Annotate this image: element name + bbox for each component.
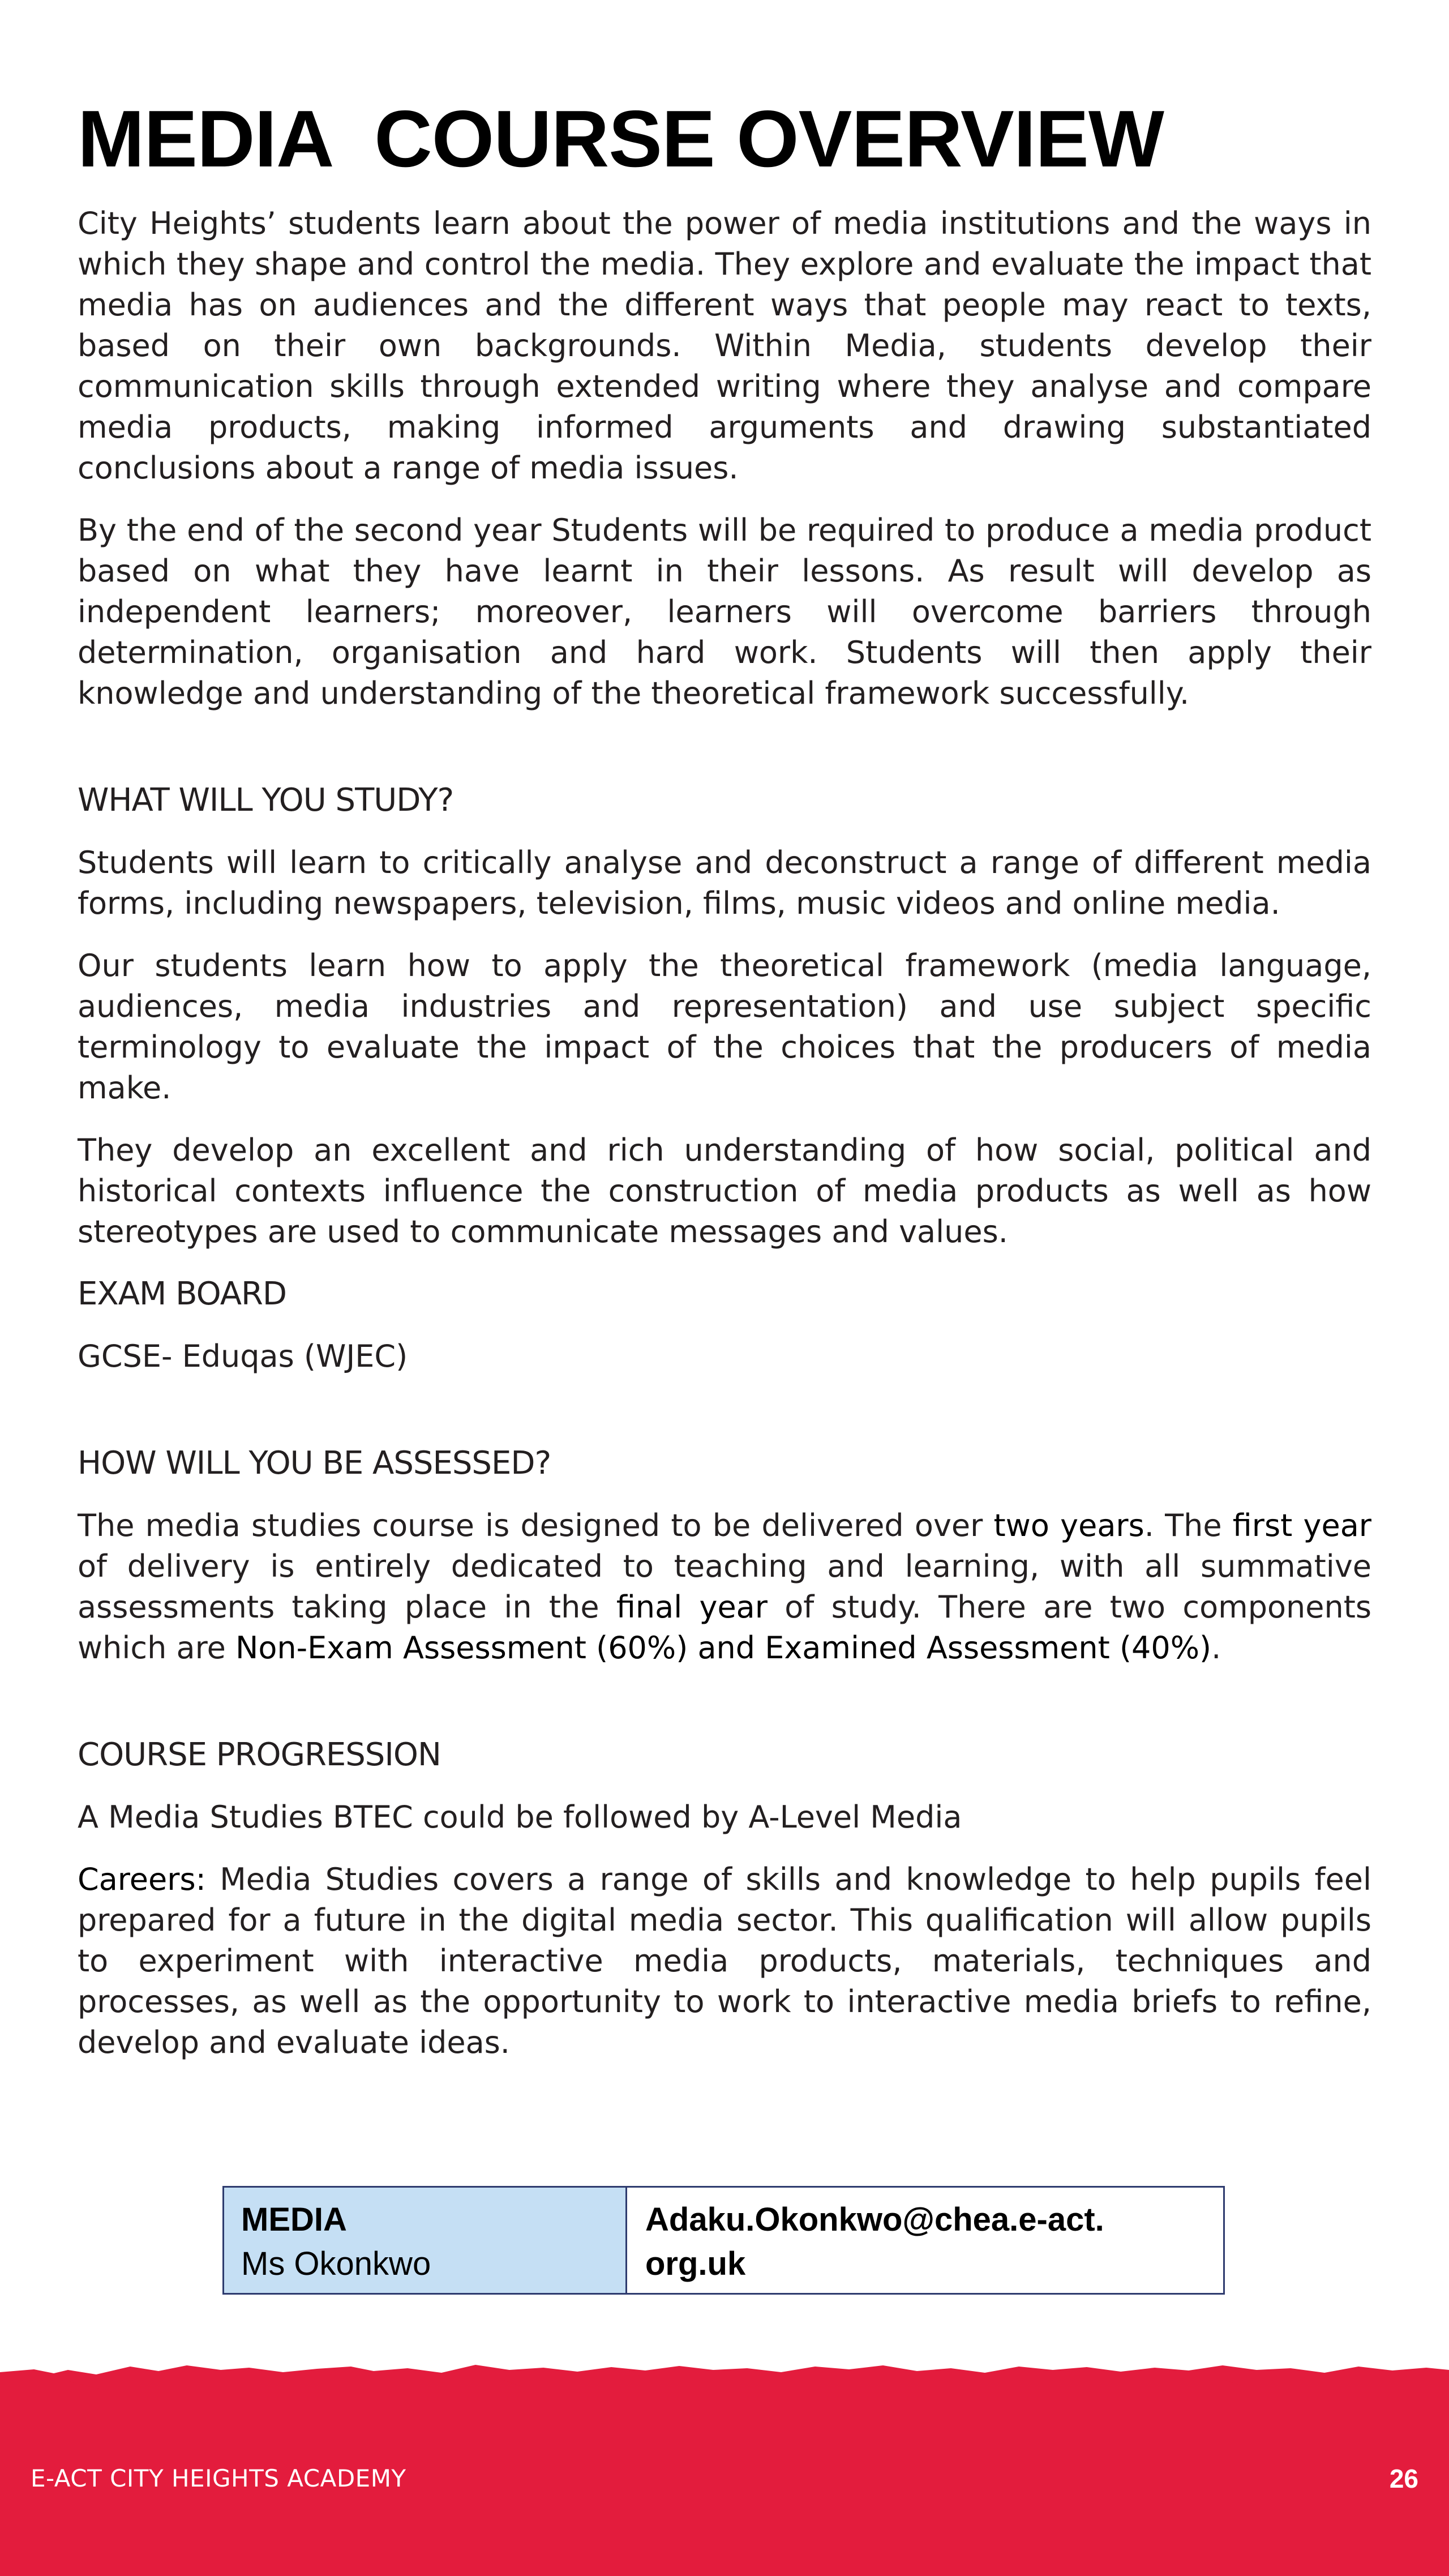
study-heading: WHAT WILL YOU STUDY? bbox=[78, 782, 454, 819]
footer-band bbox=[0, 2350, 1449, 2576]
progression-heading: COURSE PROGRESSION bbox=[78, 1736, 441, 1773]
exam-board-heading: EXAM BOARD bbox=[78, 1276, 287, 1312]
assessment-highlight-components: Non-Exam Assessment (60%) and Examined Assessment (40%) bbox=[235, 1630, 1212, 1666]
contact-email-link[interactable]: Adaku.Okonkwo@chea.e-act.org.uk bbox=[645, 2201, 1104, 2282]
progression-line: A Media Studies BTEC could be followed by A-Level Media bbox=[78, 1799, 962, 1835]
assessment-text-2: . The bbox=[1144, 1508, 1233, 1543]
exam-board-value: GCSE- Eduqas (WJEC) bbox=[78, 1338, 408, 1374]
contact-email-cell bbox=[627, 2188, 1223, 2293]
torn-paper-edge bbox=[0, 2350, 1449, 2576]
assessment-heading: HOW WILL YOU BE ASSESSED? bbox=[78, 1445, 551, 1482]
footer-school-name: E-ACT CITY HEIGHTS ACADEMY bbox=[31, 2464, 406, 2492]
contact-table bbox=[222, 2186, 1225, 2295]
assessment-highlight-final-year: final year bbox=[616, 1589, 768, 1625]
assessment-highlight-two-years: two years bbox=[993, 1508, 1144, 1543]
assessment-text-1: The media studies course is designed to be delivered over bbox=[78, 1508, 994, 1543]
assessment-paragraph bbox=[78, 1505, 1371, 1668]
page-content bbox=[78, 94, 1372, 2085]
study-paragraph-3: They develop an excellent and rich understanding of how social, political and historical contexts influence the construction of media products as well as how stereotypes are used to communicate messages and values. bbox=[78, 1132, 1371, 1250]
intro-paragraph-1: City Heights’ students learn about the power of media institutions and the ways in which they shape and control the media. They explore and evaluate the impact that media has on audiences and the different ways that people may react to texts, based on their own backgrounds. Within Media, students develop their communication skills through extended writing where they analyse and compare media products, making informed arguments and drawing substantiated conclusions about a range of media issues. bbox=[78, 206, 1371, 486]
contact-subject: MEDIA bbox=[241, 2201, 347, 2238]
study-paragraph-2: Our students learn how to apply the theoretical framework (media language, audiences, media industries and representation) and use subject specific terminology to evaluate the impact of the choices that the producers of media make. bbox=[78, 948, 1371, 1106]
contact-subject-cell bbox=[224, 2188, 627, 2293]
careers-paragraph bbox=[78, 1859, 1371, 2063]
footer-page-number: 26 bbox=[1389, 2464, 1418, 2493]
assessment-text-5: . bbox=[1211, 1630, 1221, 1666]
assessment-highlight-first-year: first year bbox=[1232, 1508, 1371, 1543]
careers-text: Media Studies covers a range of skills and knowledge to help pupils feel prepared for a future in the digital media sector. This qualification will allow pupils to experiment with interactive media products, materials, techniques and processes, as well as the opportunity to work to interactive media briefs to refine, develop and evaluate ideas. bbox=[78, 1862, 1371, 2060]
careers-label: Careers: bbox=[78, 1862, 206, 1897]
intro-paragraph-2: By the end of the second year Students will be required to produce a media product based on what they have learnt in their lessons. As result will develop as independent learners; moreover, learners will overcome barriers through determination, organisation and hard work. Students will then apply their knowledge and understanding of the theoretical framework successfully. bbox=[78, 512, 1371, 711]
study-paragraph-1: Students will learn to critically analyse and deconstruct a range of different media forms, including newspapers, television, films, music videos and online media. bbox=[78, 845, 1371, 921]
assessment-text-3: of delivery is entirely dedicated to teaching and learning, with all summative assessments taking place in the bbox=[78, 1548, 1371, 1625]
assessment-text-4: of study. There are two components which are bbox=[78, 1589, 1372, 1666]
contact-teacher: Ms Okonkwo bbox=[241, 2245, 431, 2282]
page-title: MEDIA COURSE OVERVIEW bbox=[78, 94, 1164, 184]
